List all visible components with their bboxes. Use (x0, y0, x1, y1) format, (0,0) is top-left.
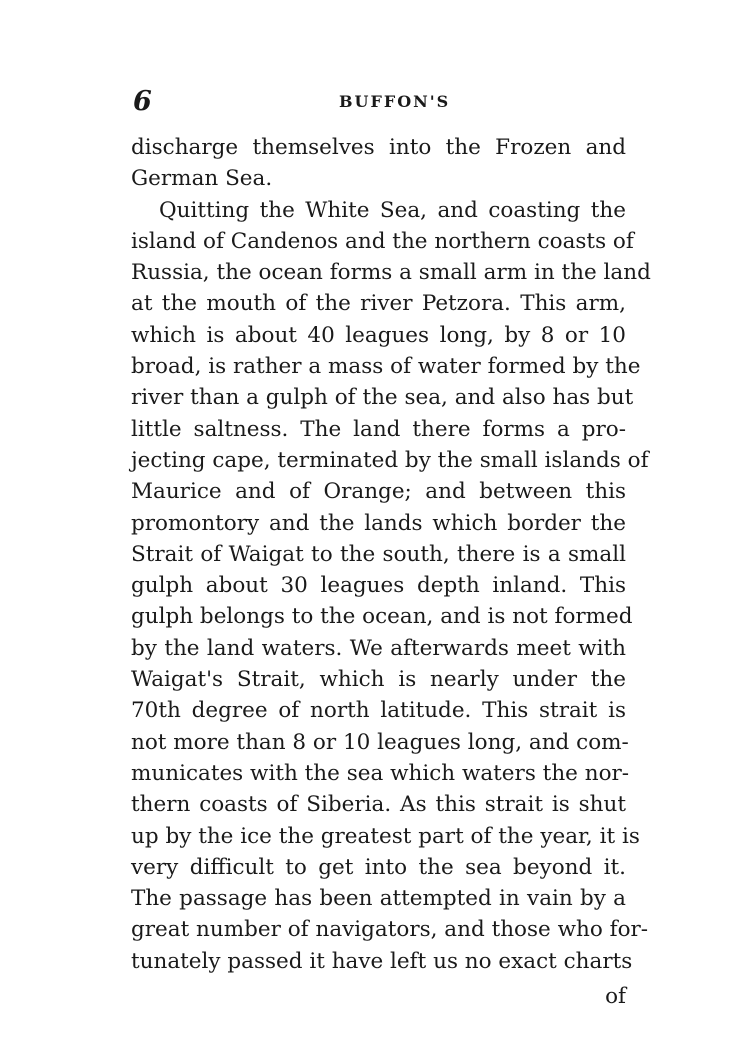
text-line: up by the ice the greatest part of the year, it is (131, 823, 640, 849)
text-line: gulph about 30 leagues depth inland. This (131, 573, 626, 599)
text-line: at the mouth of the river Petzora. This arm, (131, 291, 626, 317)
text-line: not more than 8 or 10 leagues long, and com- (131, 729, 629, 755)
text-line: which is about 40 leagues long, by 8 or 10 (131, 322, 626, 348)
text-line: by the land waters. We afterwards meet with (131, 635, 626, 661)
running-head (133, 85, 628, 119)
text-line: municates with the sea which waters the nor- (131, 760, 630, 786)
text-line: promontory and the lands which border the (131, 510, 626, 536)
text-line: The passage has been attempted in vain by a (131, 886, 626, 912)
text-line: jecting cape, terminated by the small islands of (131, 447, 649, 473)
running-title: BUFFON'S (339, 92, 451, 111)
text-line: thern coasts of Siberia. As this strait is shut (131, 792, 626, 818)
text-line: island of Candenos and the northern coasts of (131, 228, 634, 254)
text-line: little saltness. The land there forms a pro- (131, 416, 626, 442)
text-line: discharge themselves into the Frozen and (131, 135, 626, 160)
text-line: Strait of Waigat to the south, there is a small (131, 541, 626, 567)
text-line: river than a gulph of the sea, and also has but (131, 385, 634, 411)
text-line: Maurice and of Orange; and between this (131, 479, 626, 505)
text-line: gulph belongs to the ocean, and is not formed (131, 604, 633, 630)
text-line: 70th degree of north latitude. This strait is (131, 698, 626, 724)
catchword: of (605, 984, 626, 1009)
page-number: 6 (133, 86, 152, 117)
body-text (131, 132, 651, 977)
text-line: great number of navigators, and those who for- (131, 917, 649, 943)
text-line: Waigat's Strait, which is nearly under the (131, 667, 626, 693)
text-line: German Sea. (131, 166, 273, 192)
text-line: Quitting the White Sea, and coasting the (159, 197, 626, 223)
text-line: broad, is rather a mass of water formed by the (131, 354, 641, 380)
text-line: Russia, the ocean forms a small arm in the land (131, 260, 651, 286)
text-line: tunately passed it have left us no exact charts (131, 948, 633, 974)
text-line: very difficult to get into the sea beyond it. (131, 854, 626, 880)
